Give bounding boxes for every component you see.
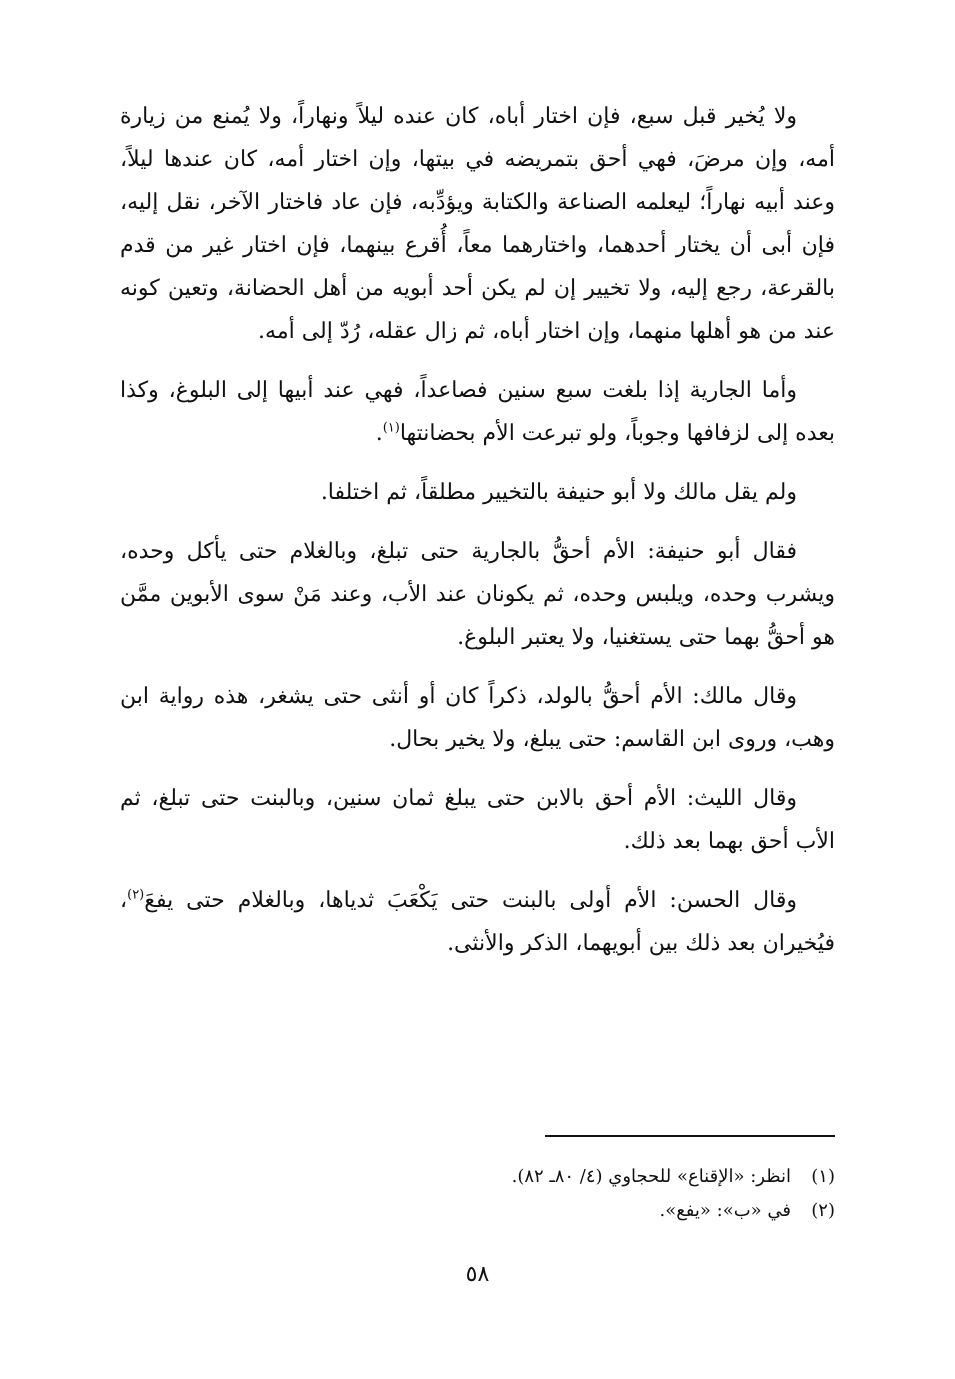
paragraph-6 (120, 777, 835, 863)
paragraph-7 (120, 879, 835, 965)
footnotes (120, 1160, 835, 1228)
paragraph-tail: . (375, 421, 383, 446)
paragraph-text: وقال مالك: الأم أحقُّ بالولد، ذكراً كان أو أنثى حتى يشغر، هذه رواية ابن وهب، وروى ابن القاسم: حتى يبلغ، ولا يخير بحال. (120, 684, 835, 752)
paragraph-text: ولم يقل مالك ولا أبو حنيفة بالتخيير مطلقاً، ثم اختلفا. (320, 480, 797, 505)
footnote-marker-2[interactable]: (٢) (127, 887, 145, 903)
paragraph-text: وقال الحسن: الأم أولى بالبنت حتى يَكْعَبَ ثدياها، وبالغلام حتى يفعَ (144, 888, 797, 913)
footnote-text: في «ب»: «يفع». (659, 1200, 791, 1221)
paragraph-text: ولا يُخير قبل سبع، فإن اختار أباه، كان عنده ليلاً ونهاراً، ولا يُمنع من زيارة أمه، وإن مرضَ، فهي أحق بتمريضه في بيتها، وإن اختار أمه، كان عندها ليلاً، وعند أبيه نهاراً؛ ليعلمه الصناعة والكتابة ويؤدِّبه، فإن عاد فاختار الآخر، نقل إليه، فإن أبى أن يختار أحدهما، واختارهما معاً، أُقرع بينهما، فإن اختار غير من قدم بالقرعة، رجع إليه، ولا تخيير إن لم يكن أحد أبويه من أهل الحضانة، وتعين كونه عند من هو أهلها منهما، وإن اختار أباه، ثم زال عقله، رُدّ إلى أمه. (120, 104, 835, 344)
paragraph-text: فقال أبو حنيفة: الأم أحقُّ بالجارية حتى تبلغ، وبالغلام حتى يأكل وحده، ويشرب وحده، ويلبس وحده، ثم يكونان عند الأب، وعند مَنْ سوى الأبوين ممَّن هو أحقُّ بهما حتى يستغنيا، ولا يعتبر البلوغ. (120, 539, 835, 650)
footnote-number: (٢) (811, 1200, 835, 1221)
paragraph-5 (120, 675, 835, 761)
footnote-divider (545, 1135, 835, 1137)
footnote-number: (١) (811, 1166, 835, 1187)
footnote-marker-1[interactable]: (١) (382, 420, 400, 436)
paragraph-4 (120, 530, 835, 659)
paragraph-text: وقال الليث: الأم أحق بالابن حتى يبلغ ثمان سنين، وبالبنت حتى تبلغ، ثم الأب أحق بهما بعد ذلك. (120, 786, 835, 854)
paragraph-3 (120, 471, 835, 514)
footnote-text: انظر: «الإقناع» للحجاوي (٤/ ٨٠ـ ٨٢). (511, 1166, 791, 1187)
main-text (120, 95, 835, 981)
footnote-1 (120, 1160, 835, 1194)
paragraph-2 (120, 369, 835, 455)
paragraph-1 (120, 95, 835, 353)
paragraph-tail: ، فيُخيران بعد ذلك بين أبويهما، الذكر والأنثى. (120, 888, 835, 956)
paragraph-text: وأما الجارية إذا بلغت سبع سنين فصاعداً، فهي عند أبيها إلى البلوغ، وكذا بعده إلى لزفافها وجوباً، ولو تبرعت الأم بحضانتها (120, 378, 835, 446)
page-number: ٥٨ (465, 1262, 490, 1287)
footnote-2 (120, 1194, 835, 1228)
